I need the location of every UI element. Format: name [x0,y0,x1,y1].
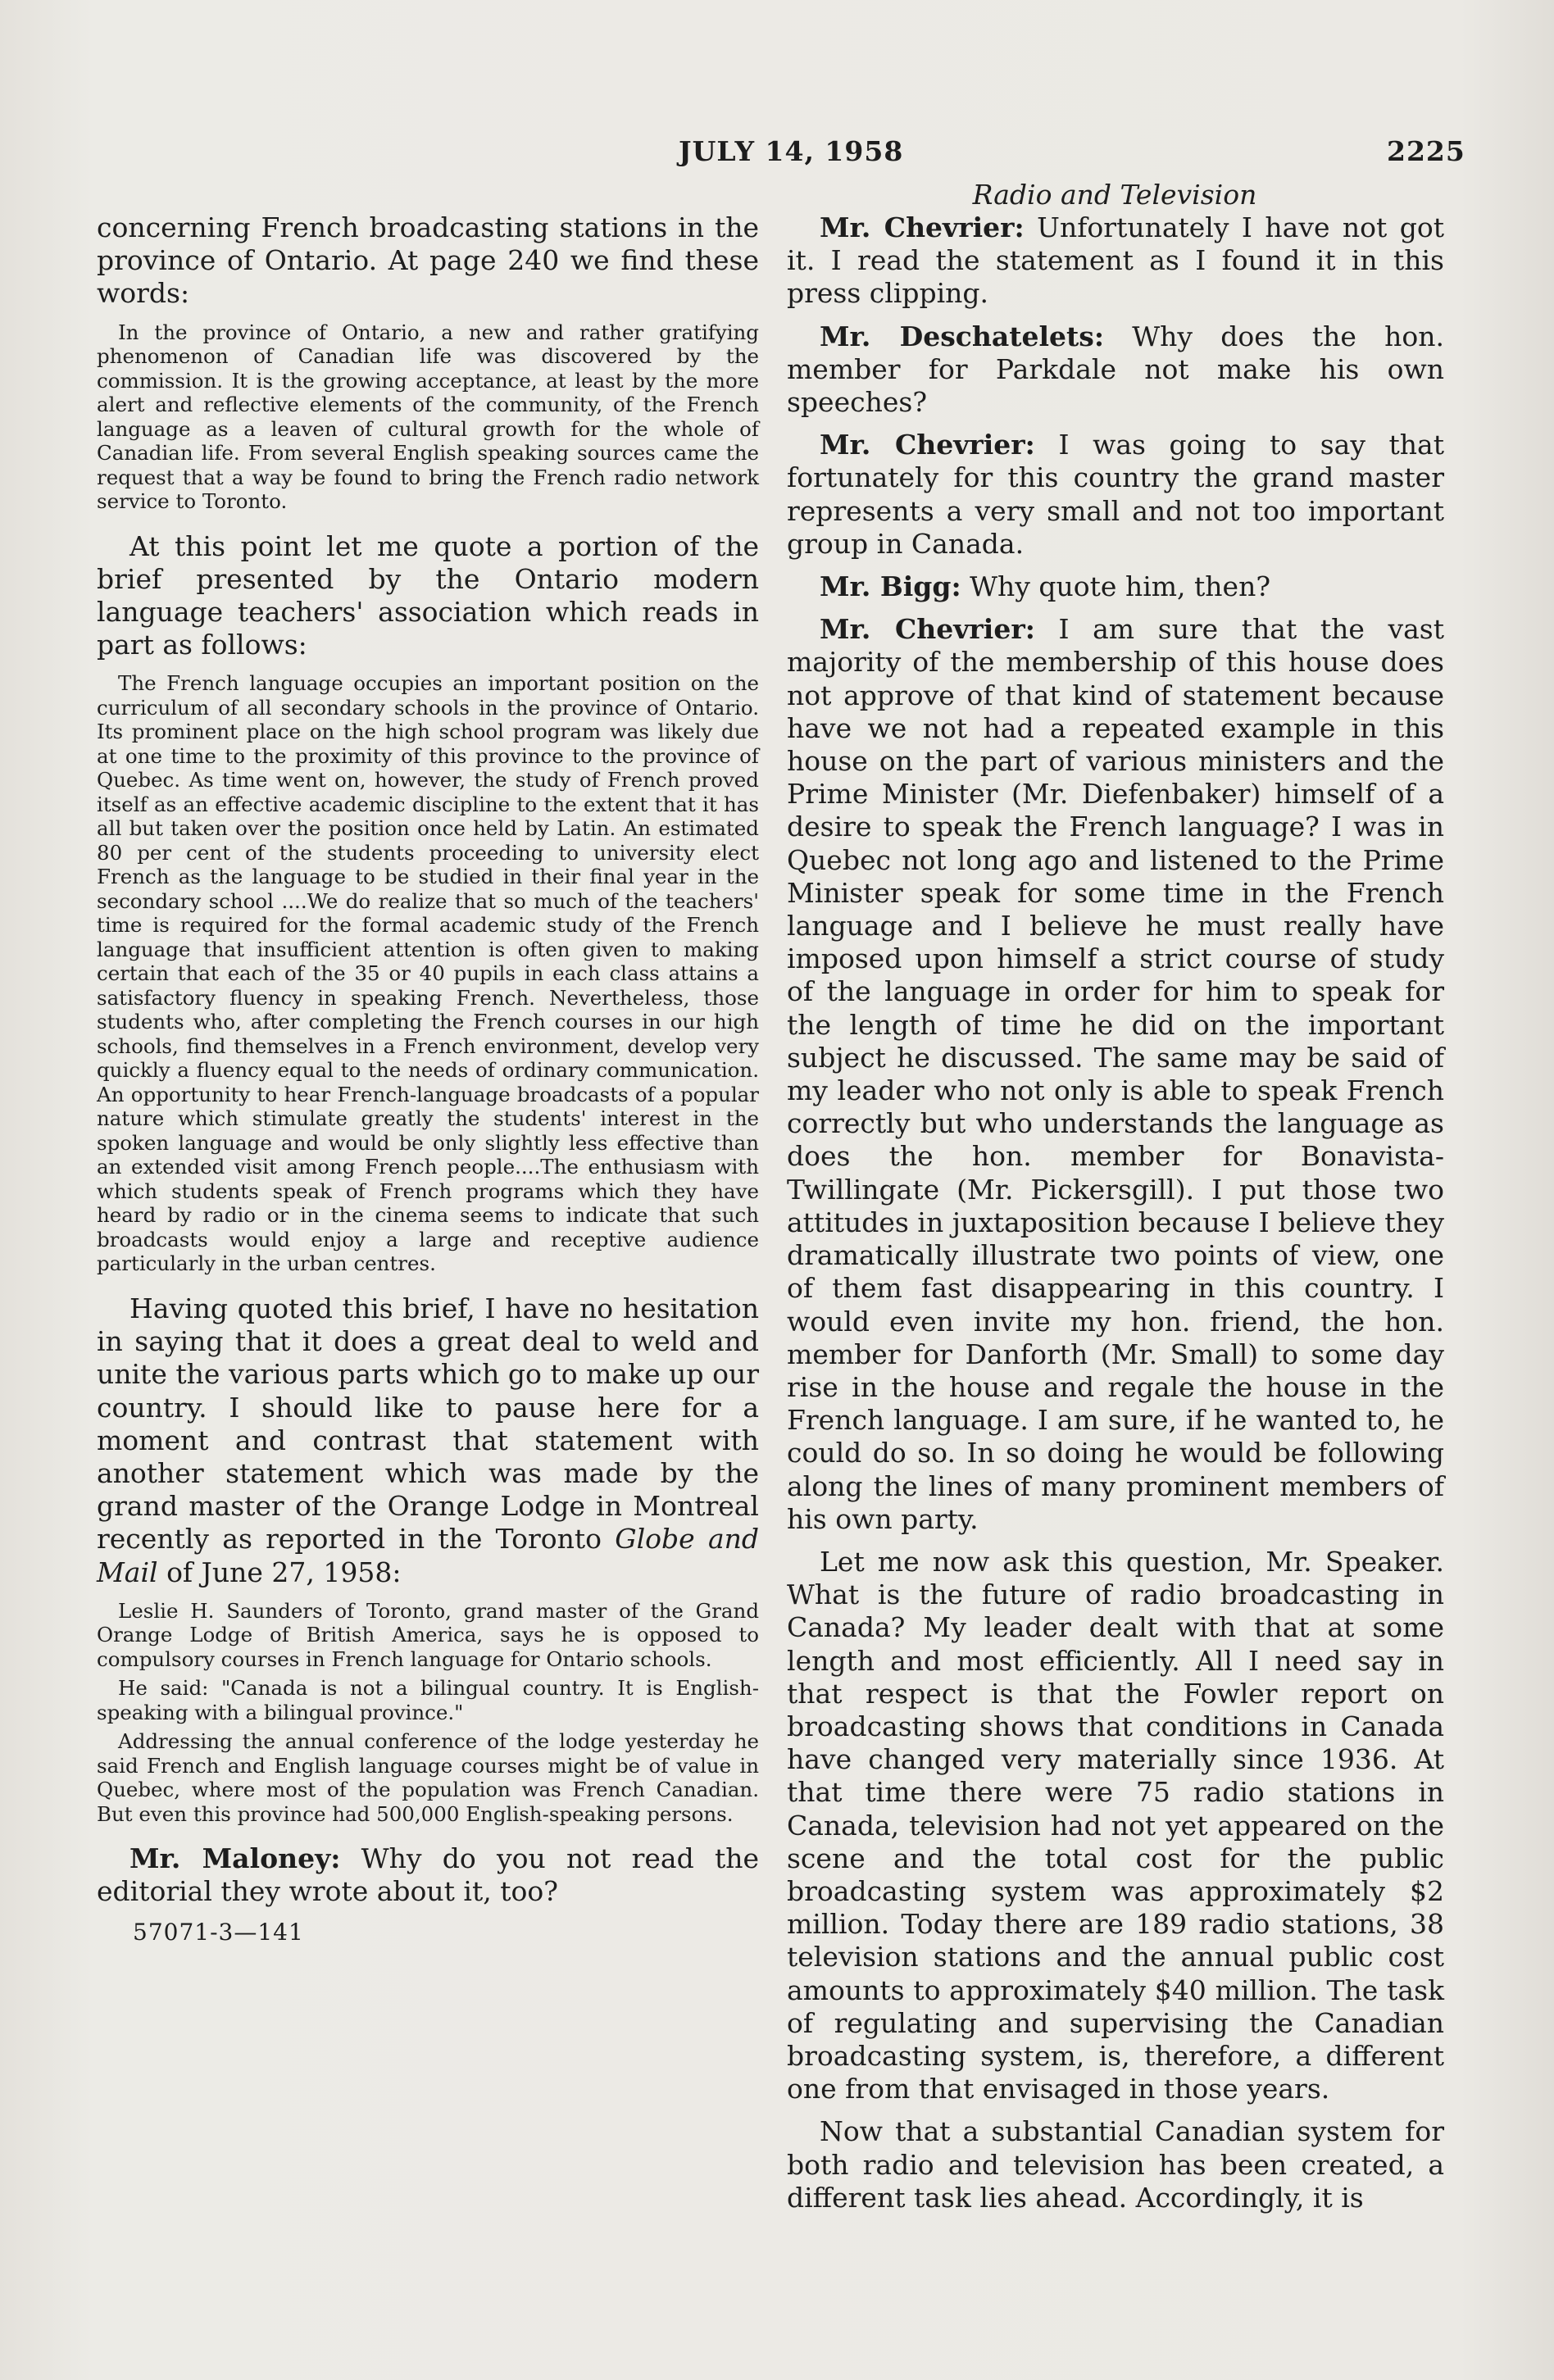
speaker-name: Mr. Maloney: [130,1842,341,1875]
speech-paragraph [787,211,1444,311]
speech-text: I was going to say that fortunately for this country the grand master represents a very small and not too important group in Canada. [787,429,1444,560]
block-quote: The French language occupies an important position on the curriculum of all secondary schools in the province of Ontario. Its prominent place on the high school program was likely due at one time to the proximity of this province to the province of Quebec. As time went on, however, the study of French proved itself as an effective academic discipline to the extent that it has all but taken over the position once held by Latin. An estimated 80 per cent of the students proceeding to university elect French as the language to be studied in their final year in the secondary school ....We do realize that so much of the teachers' time is required for the formal academic study of the French language that insufficient attention is often given to making certain that each of the 35 or 40 pupils in each class attains a satisfactory fluency in speaking French. Nevertheless, those students who, after completing the French courses in our high schools, find themselves in a French environment, develop very quickly a fluency equal to the needs of ordinary communication. An opportunity to hear French-language broadcasts of a popular nature which stimulate greatly the students' interest in the spoken language and would be only slightly less effective than an extended visit among French people....The enthusiasm with which students speak of French programs which they have heard by radio or in the cinema seems to indicate that such broadcasts would enjoy a large and receptive audience particularly in the urban centres. [97,671,759,1276]
speech-text: Why does the hon. member for Parkdale not make his own speeches? [787,320,1445,419]
block-quote: Leslie H. Saunders of Toronto, grand master of the Grand Orange Lodge of British America, says he is opposed to compulsory courses in French language for Ontario schools. [97,1598,759,1671]
speaker-name: Mr. Chevrier: [820,429,1035,461]
right-column [787,211,1444,2224]
speaker-name: Mr. Chevrier: [820,613,1035,646]
paragraph: Now that a substantial Canadian system for both radio and television has been created, a different task lies ahead. Accordingly, it is [787,2115,1444,2214]
paragraph: concerning French broadcasting stations in the province of Ontario. At page 240 we find these words: [97,211,759,310]
paragraph [97,1292,759,1589]
speech-paragraph [787,613,1444,1536]
block-quote: He said: "Canada is not a bilingual country. It is English-speaking with a bilingual province." [97,1676,759,1724]
paragraph-text: Having quoted this brief, I have no hesitation in saying that it does a great deal to weld and unite the various parts which go to make up our country. I should like to pause here for a moment and contrast that statement with another statement which was made by the grand master of the Orange Lodge in Montreal recently as reported in the Toronto [97,1292,759,1556]
header-date: JULY 14, 1958 [679,135,904,167]
page-number: 2225 [1387,135,1465,167]
left-column [97,211,759,1946]
newspaper-title: Globe and Mail [97,1523,759,1588]
speaker-name: Mr. Bigg: [820,570,961,603]
speaker-name: Mr. Deschatelets: [820,320,1105,352]
speaker-name: Mr. Chevrier: [820,211,1025,243]
section-subject: Radio and Television [972,179,1257,211]
block-quote: Addressing the annual conference of the lodge yesterday he said French and English language courses might be of value in Quebec, where most of the population was French Canadian. But even this province had 500,000 English-speaking persons. [97,1729,759,1826]
speech-text: Why do you not read the editorial they wrote about it, too? [97,1842,759,1908]
speech-paragraph [787,320,1444,420]
speech-text: Unfortunately I have not got it. I read the statement as I found it in this press clipping. [787,211,1444,310]
paragraph: At this point let me quote a portion of the brief presented by the Ontario modern language teachers' association which reads in part as follows: [97,529,759,661]
speech-paragraph [787,429,1444,561]
printing-signature: 57071-3—141 [133,1918,304,1946]
speech-text: I am sure that the vast majority of the membership of this house does not approve of that kind of statement because have we not had a repeated example in this house on the part of various ministers and the Prime Minister (Mr. Diefenbaker) himself of a desire to speak the French language? I was in Quebec not long ago and listened to the Prime Minister speak for some time in the French language and I believe he must really have imposed upon himself a strict course of study of the language in order for him to speak for the length of time he did on the important subject he discussed. The same may be said of my leader who not only is able to speak French correctly but who understands the language as does the hon. member for Bonavista-Twillingate (Mr. Pickersgill). I put those two attitudes in juxtaposition because I believe they dramatically illustrate two points of view, one of them fast disappearing in this country. I would even invite my hon. friend, the hon. member for Danforth (Mr. Small) to some day rise in the house and regale the house in the French language. I am sure, if he wanted to, he could do so. In so doing he would be following along the lines of many prominent members of his own party. [787,613,1444,1535]
speech-paragraph [97,1842,759,1908]
block-quote: In the province of Ontario, a new and rather gratifying phenomenon of Canadian life was discovered by the commission. It is the growing acceptance, at least by the more alert and reflective elements of the community, of the French language as a leaven of cultural growth for the whole of Canadian life. From several English speaking sources came the request that a way be found to bring the French radio network service to Toronto. [97,320,759,514]
speech-text: Why quote him, then? [961,570,1271,603]
page-header [0,135,1554,176]
paragraph: Let me now ask this question, Mr. Speaker. What is the future of radio broadcasting in Canada? My leader dealt with that at some length and most efficiently. All I need say in that respect is that the Fowler report on broadcasting shows that conditions in Canada have changed very materially since 1936. At that time there were 75 radio stations in Canada, television had not yet appeared on the scene and the total cost for the public broadcasting system was approximately $2 million. Today there are 189 radio stations, 38 television stations and the annual public cost amounts to approximately $40 million. The task of regulating and supervising the Canadian broadcasting system, is, therefore, a different one from that envisaged in those years. [787,1545,1444,2105]
speech-paragraph [787,570,1444,603]
paragraph-text: of June 27, 1958: [157,1556,402,1588]
